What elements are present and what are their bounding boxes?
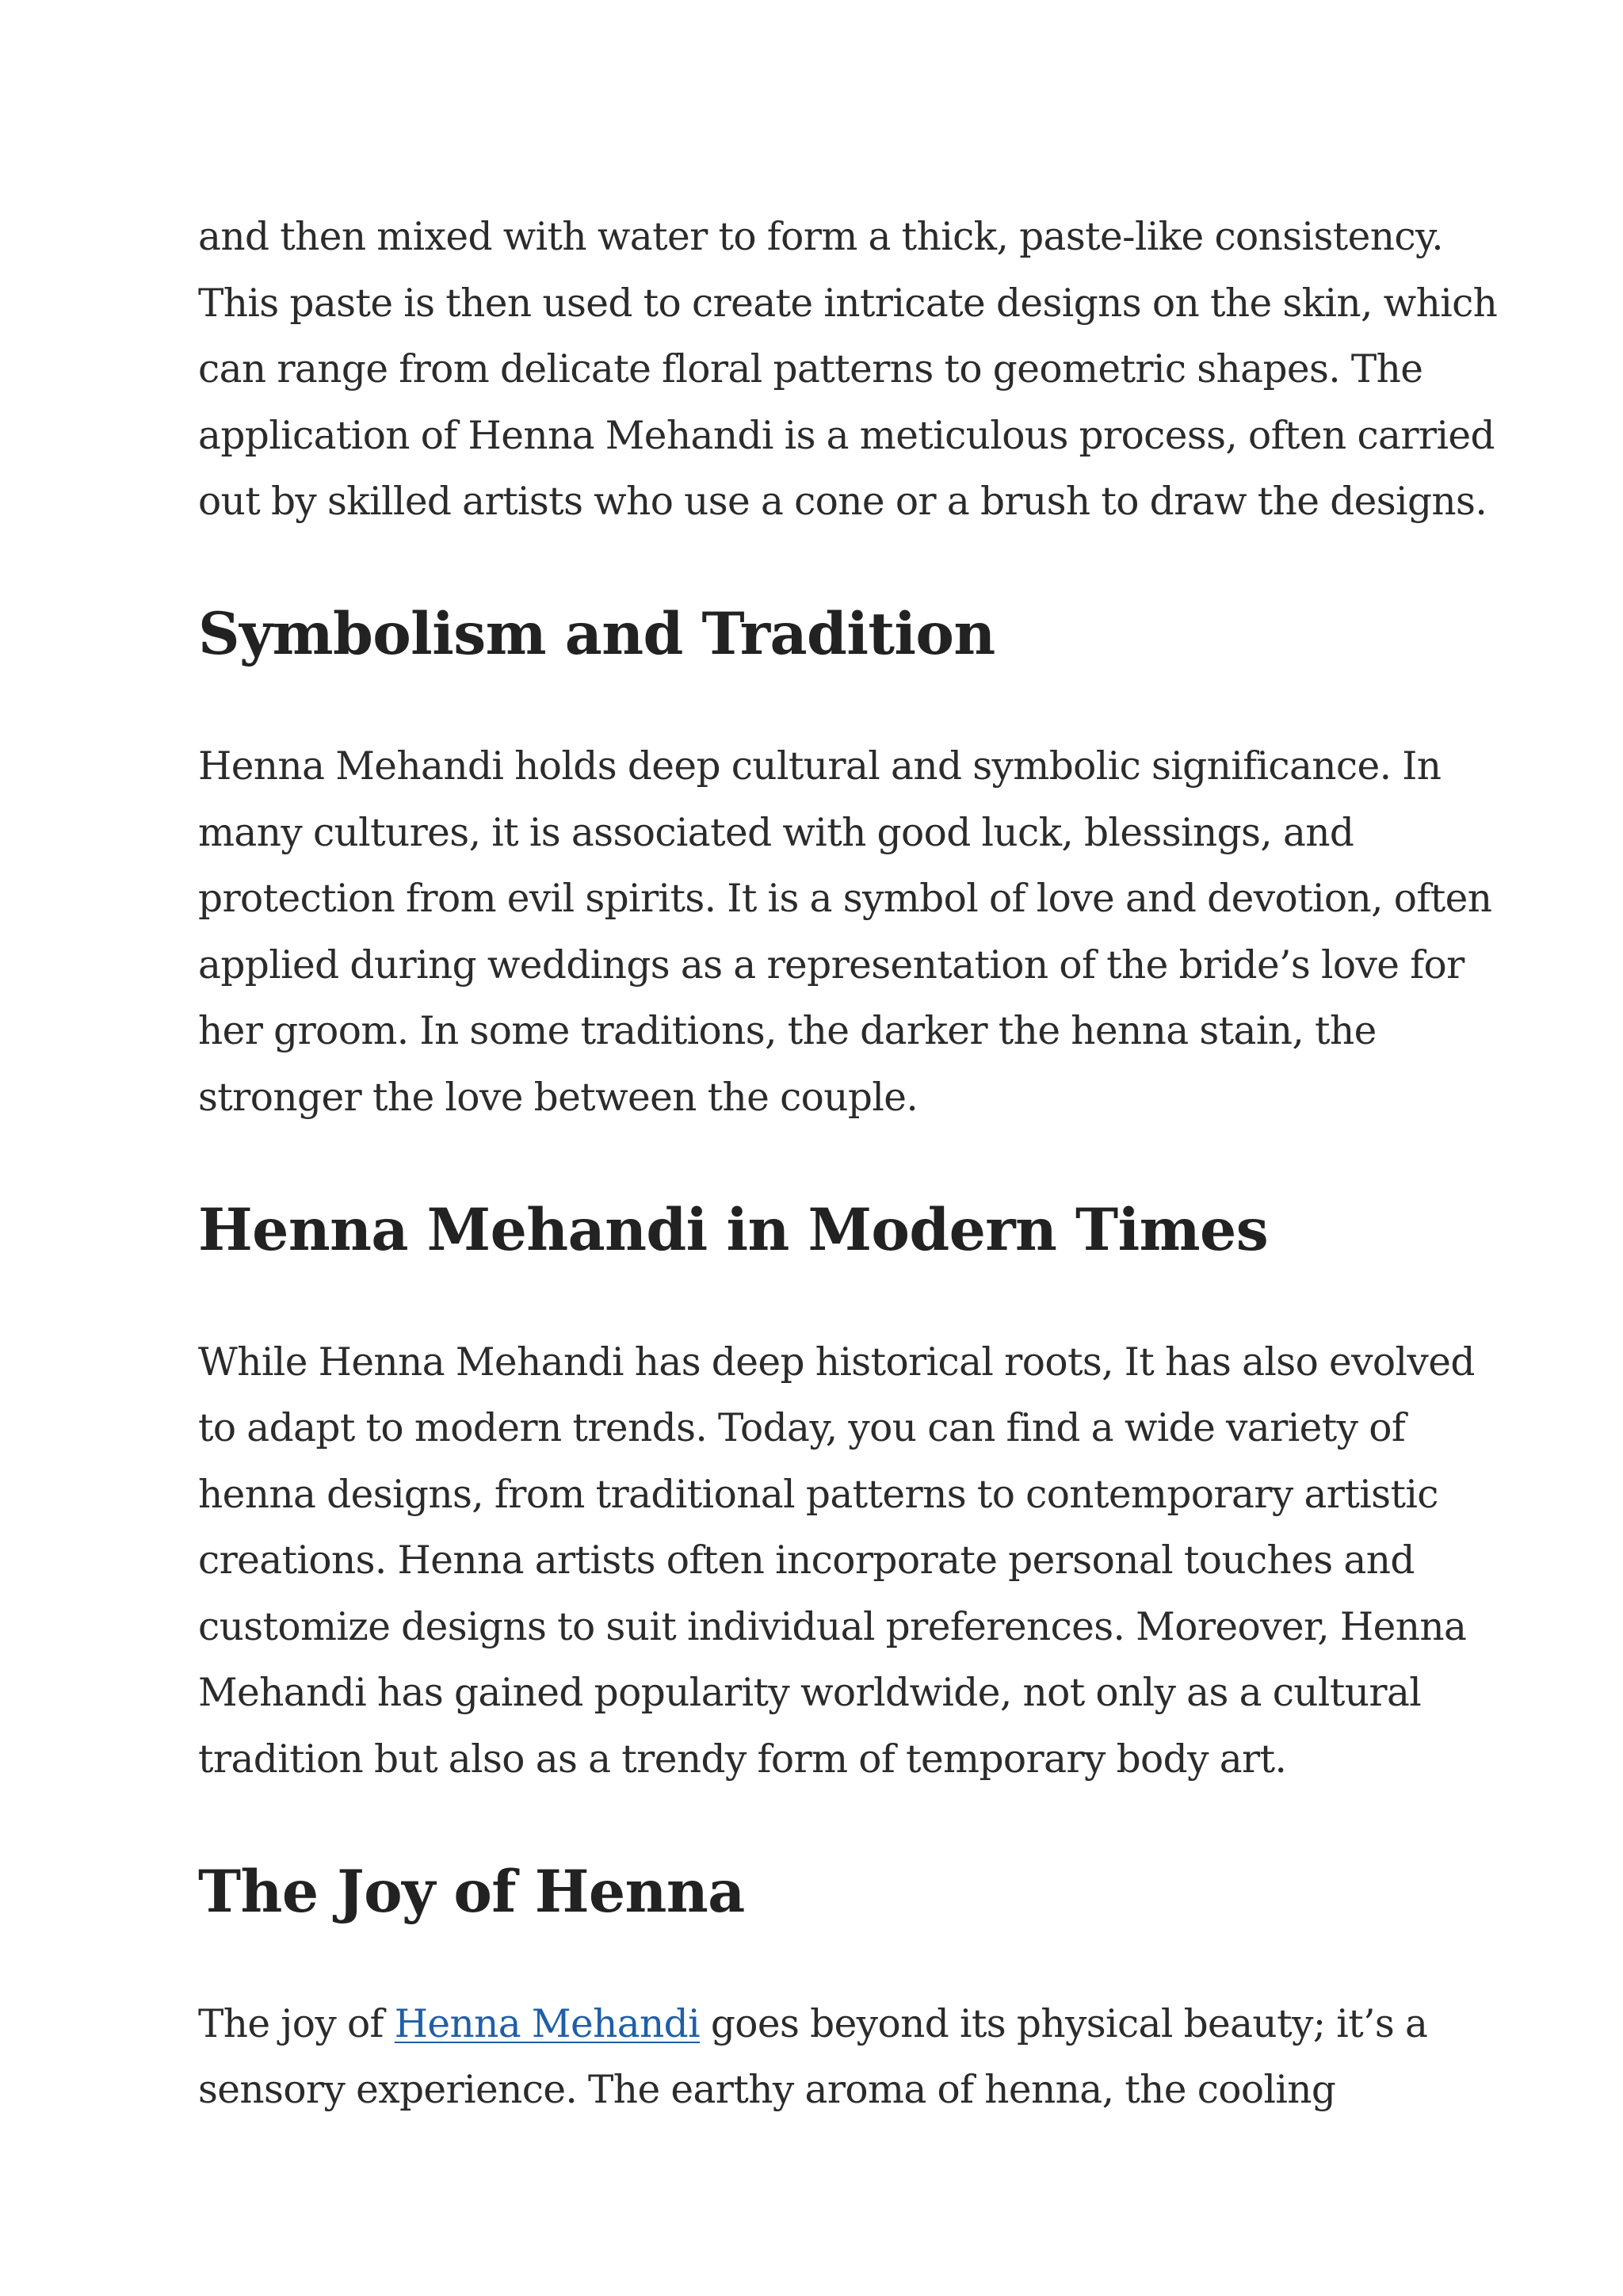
spacer [198, 1925, 1442, 1992]
joy-paragraph [198, 1992, 1442, 2124]
symbolism-paragraph [198, 734, 1492, 1131]
intro-paragraph [198, 204, 1498, 536]
paragraph-line: sensory experience. The earthy aroma of henna, the cooling [198, 2068, 1336, 2112]
paragraph-line: While Henna Mehandi has deep historical roots, It has also evolved [198, 1339, 1475, 1385]
paragraph-line [198, 1992, 1442, 2058]
section-heading-joy: The Joy of Henna [198, 1858, 745, 1926]
paragraph-line: tradition but also as a trendy form of temporary body art. [198, 1736, 1287, 1782]
paragraph-line: henna designs, from traditional patterns to contemporary artistic [198, 1472, 1438, 1517]
paragraph-line: creations. Henna artists often incorporate personal touches and [198, 1538, 1415, 1583]
paragraph-line: stronger the love between the couple. [198, 1075, 918, 1120]
paragraph-line: This paste is then used to create intricate designs on the skin, which [198, 281, 1498, 326]
text-run: The joy of [198, 2001, 395, 2046]
spacer [198, 1131, 1442, 1198]
paragraph-line: applied during weddings as a representation of the bride’s love for [198, 942, 1465, 988]
paragraph-line: many cultures, it is associated with good luck, blessings, and [198, 810, 1354, 855]
paragraph-line: Mehandi has gained popularity worldwide, not only as a cultural [198, 1671, 1422, 1715]
paragraph-line: application of Henna Mehandi is a meticulous process, often carried [198, 413, 1495, 458]
spacer [198, 1263, 1442, 1330]
spacer [198, 668, 1442, 735]
henna-mehandi-link[interactable]: Henna Mehandi [394, 2001, 701, 2046]
paragraph-line: Henna Mehandi holds deep cultural and symbolic significance. In [198, 744, 1442, 789]
section-heading-symbolism: Symbolism and Tradition [198, 601, 995, 668]
paragraph-line: and then mixed with water to form a thick, paste-like consistency. [198, 215, 1444, 259]
text-run: goes beyond its physical beauty; it’s a [700, 2001, 1428, 2046]
paragraph-line: customize designs to suit individual preferences. Moreover, Henna [198, 1604, 1467, 1649]
spacer [198, 1793, 1442, 1859]
paragraph-line: her groom. In some traditions, the darker the henna stain, the [198, 1009, 1377, 1053]
spacer [198, 536, 1442, 602]
paragraph-line: out by skilled artists who use a cone or a brush to draw the designs. [198, 479, 1487, 524]
modern-paragraph [198, 1330, 1475, 1794]
paragraph-line: protection from evil spirits. It is a symbol of love and devotion, often [198, 877, 1492, 921]
paragraph-line: can range from delicate floral patterns to geometric shapes. The [198, 347, 1423, 392]
article-body [198, 204, 1498, 2124]
section-heading-modern: Henna Mehandi in Modern Times [198, 1196, 1269, 1264]
paragraph-line: to adapt to modern trends. Today, you can find a wide variety of [198, 1406, 1406, 1450]
